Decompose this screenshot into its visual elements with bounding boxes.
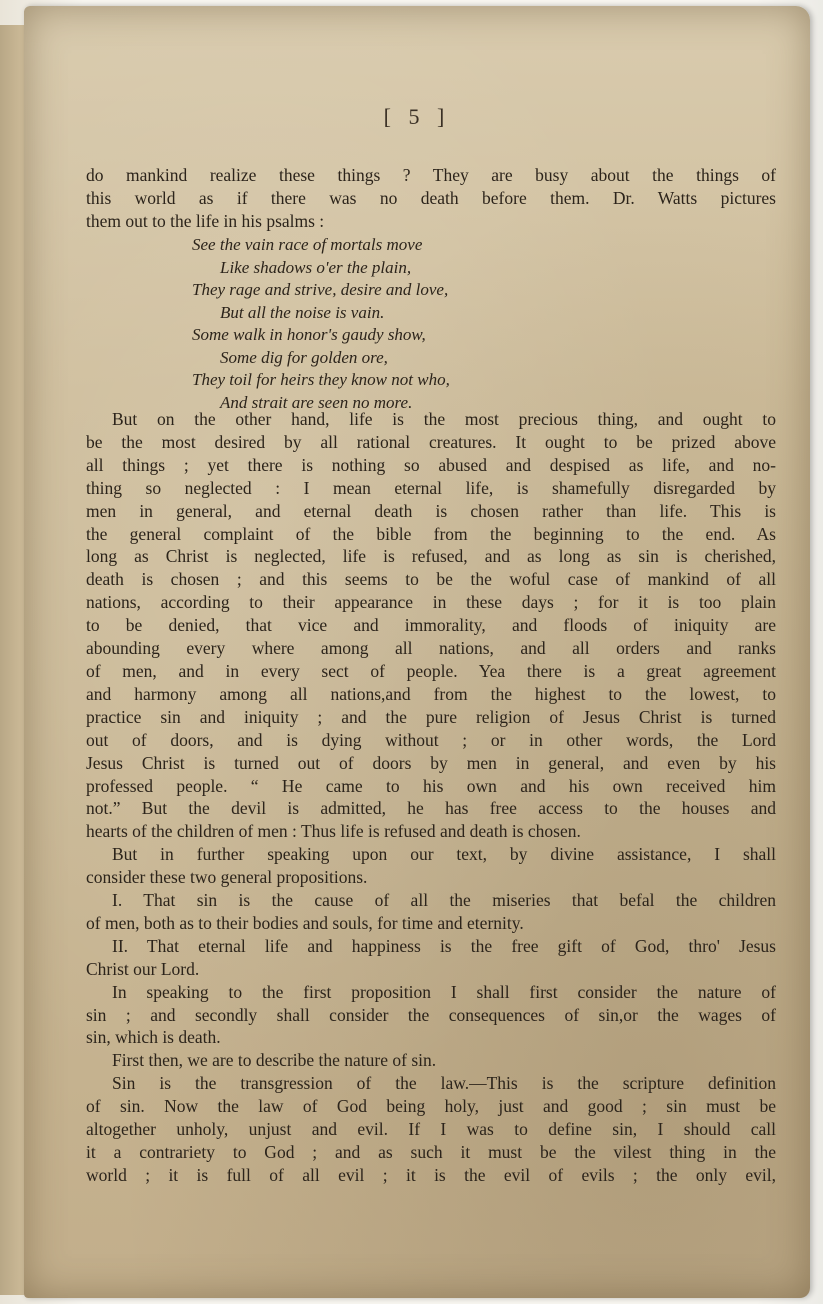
verse-line: But all the noise is vain. (220, 302, 385, 322)
verse-line: And strait are seen no more. (220, 392, 413, 412)
text-line: But on the other hand, life is the most precious thing, and ought to (112, 409, 776, 429)
text-line: them out to the life in his psalms : (86, 210, 325, 231)
text-line: Jesus Christ is turned out of doors by men in general, and even by his (86, 752, 776, 773)
text-line: abounding every where among all nations, and all orders and ranks (86, 638, 776, 659)
verse-line: See the vain race of mortals move (192, 235, 423, 254)
text-line: consider these two general propositions. (86, 867, 368, 888)
text-line: of sin. Now the law of God being holy, just and good ; sin must be (86, 1096, 776, 1117)
intro-paragraph (86, 164, 776, 233)
text-line: Sin is the transgression of the law.—This is the scripture definition (112, 1073, 776, 1094)
text-line: thing so neglected : I mean eternal life, is shamefully disregarded by (86, 477, 776, 498)
text-line: sin, which is death. (86, 1027, 221, 1048)
text-line: world ; it is full of all evil ; it is the evil of evils ; the only evil, (86, 1164, 776, 1185)
text-line: to be denied, that vice and immorality, and floods of iniquity are (86, 615, 776, 636)
text-line: In speaking to the first proposition I shall first consider the nature of (112, 981, 776, 1002)
book-page (24, 6, 810, 1298)
text-line: all things ; yet there is nothing so abused and despised as life, and no- (86, 454, 776, 475)
text-line: be the most desired by all rational creatures. It ought to be prized above (86, 431, 776, 452)
body-text (86, 408, 776, 1187)
verse-line: Like shadows o'er the plain, (220, 257, 412, 277)
text-line: sin ; and secondly shall consider the consequences of sin,or the wages of (86, 1004, 776, 1025)
text-line: professed people. “ He came to his own and his own received him (86, 775, 776, 796)
text-line: hearts of the children of men : Thus life is refused and death is chosen. (86, 821, 581, 842)
verse-line: Some walk in honor's gaudy show, (192, 325, 426, 344)
text-line: First then, we are to describe the nature of sin. (112, 1050, 437, 1071)
text-line: this world as if there was no death before them. Dr. Watts pictures (86, 187, 776, 208)
text-line: II. That eternal life and happiness is the free gift of God, thro' Jesus (112, 935, 776, 956)
text-line: death is chosen ; and this seems to be the woful case of mankind of all (86, 569, 776, 590)
text-line: altogether unholy, unjust and evil. If I was to define sin, I should call (86, 1119, 776, 1140)
text-line: the general complaint of the bible from the beginning to the end. As (86, 523, 776, 544)
text-line: practice sin and iniquity ; and the pure religion of Jesus Christ is turned (86, 706, 776, 727)
text-line: out of doors, and is dying without ; or in other words, the Lord (86, 729, 776, 750)
verse-line: They rage and strive, desire and love, (192, 280, 449, 299)
text-line: not.” But the devil is admitted, he has free access to the houses and (86, 798, 776, 819)
text-line: nations, according to their appearance in these days ; for it is too plain (86, 592, 776, 613)
text-line: long as Christ is neglected, life is refused, and as long as sin is cherished, (86, 546, 776, 567)
text-line: But in further speaking upon our text, by divine assistance, I shall (112, 844, 776, 865)
page-number: [ 5 ] (383, 104, 451, 129)
text-line: of men, and in every sect of people. Yea there is a great agreement (86, 660, 776, 681)
verse-line: Some dig for golden ore, (220, 347, 388, 367)
text-line: I. That sin is the cause of all the miseries that befal the children (112, 890, 776, 911)
text-line: and harmony among all nations,and from the highest to the lowest, to (86, 683, 776, 704)
text-line: Christ our Lord. (86, 958, 200, 979)
text-line: it a contrariety to God ; and as such it must be the vilest thing in the (86, 1142, 776, 1162)
text-line: men in general, and eternal death is chosen rather than life. This is (86, 500, 776, 521)
psalm-quotation (192, 234, 732, 414)
text-line: do mankind realize these things ? They are busy about the things of (86, 165, 776, 185)
text-line: of men, both as to their bodies and souls, for time and eternity. (86, 912, 524, 933)
verse-line: They toil for heirs they know not who, (192, 370, 450, 389)
